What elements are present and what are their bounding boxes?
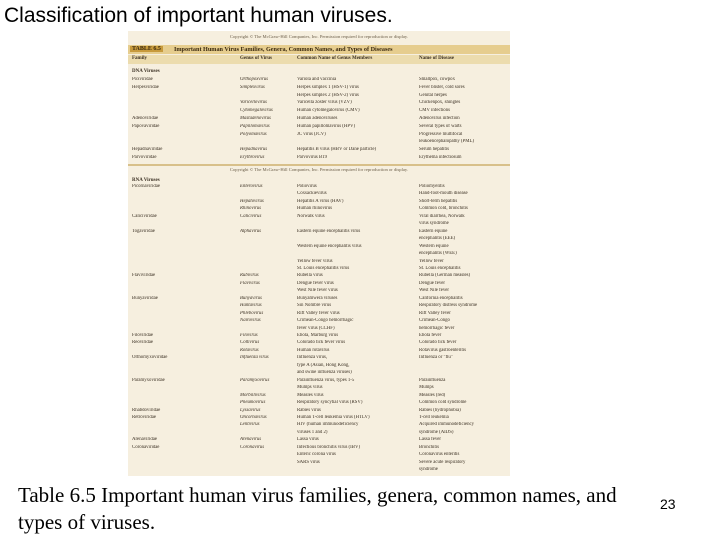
family-cell: Paramyxoviridae — [132, 377, 165, 383]
genus-cell: Pneumovirus — [240, 400, 266, 406]
family-cell: Coronaviridae — [132, 444, 160, 450]
disease-cell: Lassa fever — [419, 437, 441, 443]
table-row — [128, 100, 510, 108]
disease-cell: Common cold, bronchitis — [419, 206, 468, 212]
table-row — [128, 155, 510, 163]
disease-cell: Serum hepatitis — [419, 147, 449, 153]
family-cell: Reoviridae — [132, 340, 154, 346]
table-row — [128, 77, 510, 85]
table-row — [128, 93, 510, 101]
disease-cell: St. Louis encephalitis — [419, 265, 461, 271]
common-name-cell: Hepatitis B virus (HBV or Dane particle) — [297, 147, 377, 153]
common-name-cell: JC virus (JCV) — [297, 131, 326, 137]
disease-cell: Short-term hepatitis — [419, 198, 458, 204]
family-cell: Rhabdoviridae — [132, 407, 161, 413]
column-header-common-name: Common Name of Genus Members — [297, 56, 373, 61]
disease-cell: Acquired immunodeficiency — [419, 422, 475, 428]
disease-cell: syndrome — [419, 467, 438, 473]
disease-cell: Adenovirus infection — [419, 116, 460, 121]
disease-cell: Western equine — [419, 243, 449, 249]
common-name-cell: Rift Valley fever virus — [297, 310, 340, 316]
genus-cell: Rotavirus — [240, 347, 259, 353]
common-name-cell: West Nile fever virus — [297, 288, 338, 294]
table-row — [128, 132, 510, 140]
disease-cell: Severe acute respiratory — [419, 459, 466, 465]
disease-cell: Dengue fever — [419, 280, 445, 286]
common-name-cell: Bunyamwera viruses — [297, 295, 338, 301]
disease-cell: Progressive multifocal — [419, 131, 463, 137]
genus-cell: Phlebovirus — [240, 310, 264, 316]
genus-cell: Alphavirus — [240, 228, 262, 234]
disease-cell: West Nile fever — [419, 288, 449, 294]
disease-cell: Poliomyelitis — [419, 184, 445, 189]
common-name-cell: Measles virus — [297, 392, 324, 398]
genus-cell: Calicivirus — [240, 213, 262, 219]
common-name-cell: Herpes simplex 2 (HSV-2) virus — [297, 92, 359, 98]
common-name-cell: Sin Nombre virus — [297, 303, 332, 309]
disease-cell: Genital herpes — [419, 92, 447, 98]
family-cell: Orthomyxoviridae — [132, 355, 168, 361]
table-row — [128, 116, 510, 124]
common-name-cell: Human cytomegalovirus (CMV) — [297, 108, 360, 114]
table-row — [128, 108, 510, 116]
genus-cell: Morbillivirus — [240, 392, 266, 398]
disease-cell: syndrome (AIDS) — [419, 429, 454, 435]
genus-cell: Hantavirus — [240, 303, 262, 309]
family-cell: Papovaviridae — [132, 123, 160, 129]
genus-cell: Rubivirus — [240, 273, 259, 279]
family-cell: Arenaviridae — [132, 437, 158, 443]
disease-cell: Chickenpox, shingles — [419, 100, 461, 106]
genus-cell: Papillomavirus — [240, 123, 270, 129]
table-row — [128, 124, 510, 132]
disease-cell: Viral diarrhea, Norwalk — [419, 213, 465, 219]
common-name-cell: Coxsackievirus — [297, 191, 327, 197]
genus-cell: Bunyavirus — [240, 295, 262, 301]
genus-cell: Coltivirus — [240, 340, 260, 346]
column-header-disease: Name of Disease — [419, 56, 454, 61]
genus-cell: Arenavirus — [240, 437, 262, 443]
disease-cell: Rift Valley fever — [419, 310, 451, 316]
disease-cell: Parainfluenza — [419, 377, 446, 383]
common-name-cell: Respiratory syncytial virus (RSV) — [297, 400, 363, 406]
family-cell: Caliciviridae — [132, 213, 157, 219]
disease-cell: Mumps — [419, 385, 434, 391]
disease-cell: Coronavirus enteritis — [419, 452, 460, 458]
common-name-cell: Enteric corona virus — [297, 452, 336, 458]
common-name-cell: Rabies virus — [297, 407, 321, 413]
disease-cell: CMV infections — [419, 108, 450, 114]
common-name-cell: Yellow fever virus — [297, 258, 333, 264]
disease-cell: Eastern equine — [419, 228, 448, 234]
common-name-cell: Infectious bronchitis virus (IBV) — [297, 444, 361, 450]
common-name-cell: Dengue fever virus — [297, 280, 334, 286]
slide-title: Classification of important human viruses. — [4, 4, 393, 27]
disease-cell: Rabies (hydrophobia) — [419, 407, 461, 413]
family-cell: Retroviridae — [132, 414, 156, 420]
disease-cell: Hand-foot-mouth disease — [419, 191, 468, 197]
genus-cell: Coronavirus — [240, 444, 265, 450]
disease-cell: California encephalitis — [419, 295, 463, 301]
genus-cell: Paramyxovirus — [240, 377, 270, 383]
family-cell: Poxviridae — [132, 77, 153, 82]
family-cell: Togaviridae — [132, 228, 155, 234]
genus-cell: Lentivirus — [240, 422, 260, 428]
common-name-cell: fever virus (CCHF) — [297, 325, 335, 331]
common-name-cell: Parainfluenza virus, types 1-5 — [297, 377, 355, 383]
section-divider — [128, 164, 510, 166]
family-cell: Bunyaviridae — [132, 295, 158, 301]
column-header-genus: Genus of Virus — [240, 56, 272, 61]
common-name-cell: SARS virus — [297, 459, 320, 465]
dna-viruses-label: DNA Viruses — [132, 69, 160, 74]
common-name-cell: type A (Asian, Hong Kong, — [297, 362, 350, 368]
common-name-cell: Human papillomavirus (HPV) — [297, 123, 356, 129]
disease-cell: Rubella (German measles) — [419, 273, 471, 279]
common-name-cell: and swine influenza viruses) — [297, 370, 352, 376]
disease-cell: Erythema infectiosum — [419, 155, 462, 160]
common-name-cell: Ebola, Marburg virus — [297, 333, 339, 338]
genus-cell: Erythrovirus — [240, 155, 265, 160]
genus-cell: Filovirus — [240, 333, 258, 338]
disease-cell: Common cold syndrome — [419, 400, 467, 406]
disease-cell: hemorrhagic fever — [419, 325, 455, 331]
disease-cell: Measles (red) — [419, 392, 446, 398]
genus-cell: Varicellovirus — [240, 100, 267, 106]
common-name-cell: HIV (human immunodeficiency — [297, 422, 359, 428]
common-name-cell: Western equine encephalitis virus — [297, 243, 362, 249]
disease-cell: leukoencephalopathy (PML) — [419, 139, 475, 145]
genus-cell: Nairovirus — [240, 318, 261, 324]
table-caption: Important Human Virus Families, Genera, Common Names, and Types of Diseases — [174, 46, 393, 53]
disease-cell: encephalitis (WEE) — [419, 251, 457, 257]
common-name-cell: Norwalk virus — [297, 213, 325, 219]
column-header-family: Family — [132, 56, 147, 61]
table-header-bar — [128, 45, 510, 54]
family-cell: Herpesviridae — [132, 84, 159, 90]
genus-cell: Polyomavirus — [240, 131, 267, 137]
genus-cell: Enterovirus — [240, 184, 263, 189]
disease-cell: Bronchitis — [419, 444, 439, 450]
common-name-cell: Mumps virus — [297, 385, 323, 391]
disease-cell: virus syndrome — [419, 221, 449, 227]
family-cell: Picornaviridae — [132, 184, 160, 189]
common-name-cell: Crimean-Congo hemorrhagic — [297, 318, 354, 324]
genus-cell: Flavivirus — [240, 280, 260, 286]
common-name-cell: viruses 1 and 2) — [297, 429, 328, 435]
copyright-notice-top: Copyright © The McGraw-Hill Companies, Inc. Permission required for reproduction or display. — [229, 34, 409, 39]
disease-cell: Ebola fever — [419, 333, 442, 338]
common-name-cell: Human T-cell leukemia virus (HTLV) — [297, 414, 370, 420]
genus-cell: Orthopoxvirus — [240, 77, 268, 82]
genus-cell: Simplexvirus — [240, 84, 265, 90]
disease-cell: encephalitis (EEE) — [419, 236, 456, 242]
disease-cell: Crimean-Congo — [419, 318, 450, 324]
genus-cell: Rhinovirus — [240, 206, 262, 212]
table-row — [128, 85, 510, 93]
disease-cell: Yellow fever — [419, 258, 444, 264]
family-cell: Adenoviridae — [132, 116, 159, 121]
genus-cell: Hepadnavirus — [240, 147, 268, 153]
page-number: 23 — [660, 496, 676, 512]
table-number: TABLE 6.5 — [132, 46, 161, 52]
disease-cell: Several types of warts — [419, 123, 462, 129]
common-name-cell: Eastern equine encephalitis virus — [297, 228, 361, 234]
family-cell: Parvoviridae — [132, 155, 157, 160]
family-cell: Hepadnaviridae — [132, 147, 163, 153]
common-name-cell: Poliovirus — [297, 184, 317, 189]
genus-cell: Hepatovirus — [240, 198, 264, 204]
common-name-cell: Colorado tick fever virus — [297, 340, 346, 346]
disease-cell: T-cell leukemia — [419, 414, 449, 420]
copyright-notice-bottom: Copyright © The McGraw-Hill Companies, Inc. Permission required for reproduction or display. — [229, 167, 409, 172]
common-name-cell: Parvovirus B19 — [297, 155, 327, 160]
genus-cell: Mastadenovirus — [240, 116, 271, 121]
disease-cell: Colorado tick fever — [419, 340, 457, 346]
common-name-cell: Human adenoviruses — [297, 116, 338, 121]
common-name-cell: Varicella zoster virus (VZV) — [297, 100, 352, 106]
table-row — [128, 467, 510, 475]
rna-viruses-label: RNA Viruses — [132, 178, 160, 183]
common-name-cell: Human rhinovirus — [297, 206, 333, 212]
common-name-cell: Herpes simplex 1 (HSV-1) virus — [297, 84, 359, 90]
table-row — [128, 139, 510, 147]
slide-caption: Table 6.5 Important human virus families, genera, common names, and types of viruses. — [18, 483, 617, 534]
common-name-cell: Hepatitis A virus (HAV) — [297, 198, 344, 204]
disease-cell: Fever blister, cold sores — [419, 84, 465, 90]
disease-cell: Rotavirus gastroenteritis — [419, 347, 467, 353]
common-name-cell: Variola and vaccinia — [297, 77, 337, 82]
common-name-cell: Rubella virus — [297, 273, 323, 279]
virus-table-image — [128, 31, 510, 476]
genus-cell: Cytomegalovirus — [240, 108, 273, 114]
table-row — [128, 147, 510, 155]
genus-cell: Lyssavirus — [240, 407, 261, 413]
common-name-cell: Lassa virus — [297, 437, 319, 443]
disease-cell: Respiratory distress syndrome — [419, 303, 478, 309]
common-name-cell: Influenza virus, — [297, 355, 328, 361]
disease-cell: Smallpox, cowpox — [419, 77, 455, 82]
genus-cell: Oncornavirus — [240, 414, 267, 420]
common-name-cell: St. Louis encephalitis virus — [297, 265, 350, 271]
disease-cell: Influenza or "flu" — [419, 355, 453, 361]
common-name-cell: Human rotavirus — [297, 347, 330, 353]
family-cell: Flaviviridae — [132, 273, 156, 279]
genus-cell: Influenza virus — [240, 355, 269, 361]
family-cell: Filoviridae — [132, 333, 154, 338]
